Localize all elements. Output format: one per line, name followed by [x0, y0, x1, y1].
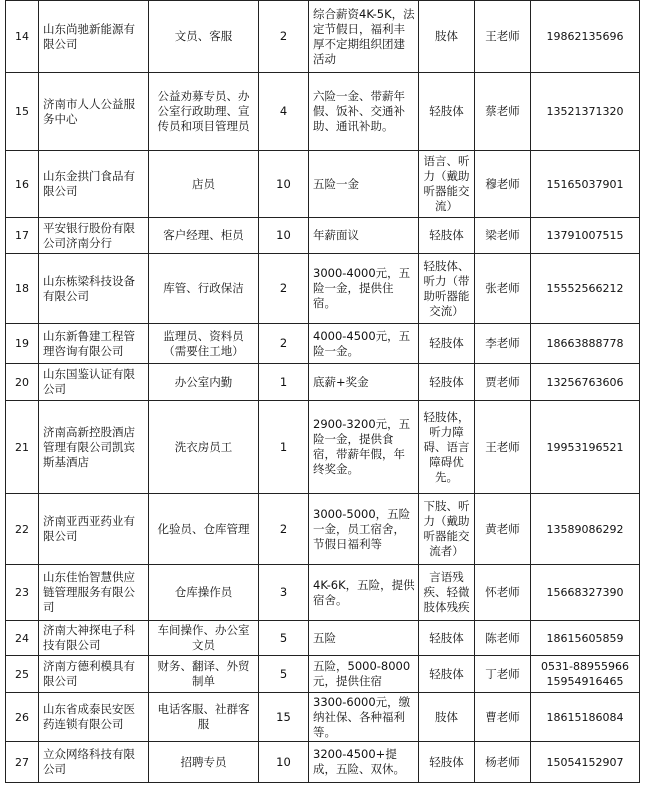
disability-type: 轻肢体 — [419, 324, 475, 364]
position-name: 办公室内勤 — [149, 364, 259, 401]
benefits: 六险一金、带薪年假、饭补、交通补助、通讯补助。 — [309, 73, 419, 151]
benefits: 底薪+奖金 — [309, 364, 419, 401]
row-number: 25 — [6, 656, 39, 693]
company-name: 山东省成泰民安医药连锁有限公司 — [39, 693, 149, 742]
contact-person: 梁老师 — [475, 218, 531, 254]
benefits: 4K-6K，五险，提供宿舍。 — [309, 565, 419, 621]
disability-type: 轻肢体 — [419, 364, 475, 401]
table-row — [6, 254, 640, 324]
disability-type: 轻肢体 — [419, 73, 475, 151]
position-name: 招聘专员 — [149, 742, 259, 783]
benefits: 年薪面议 — [309, 218, 419, 254]
benefits: 五险，5000-8000元，提供住宿 — [309, 656, 419, 693]
headcount: 5 — [259, 621, 309, 656]
contact-phone: 19953196521 — [531, 401, 640, 494]
contact-person: 黄老师 — [475, 494, 531, 565]
company-name: 山东佳怡智慧供应链管理服务有限公司 — [39, 565, 149, 621]
contact-phone: 13521371320 — [531, 73, 640, 151]
table-row — [6, 565, 640, 621]
table-row — [6, 401, 640, 494]
row-number: 17 — [6, 218, 39, 254]
position-name: 电话客服、社群客服 — [149, 693, 259, 742]
headcount: 15 — [259, 693, 309, 742]
headcount: 1 — [259, 364, 309, 401]
disability-type: 轻肢体 — [419, 656, 475, 693]
contact-person: 怀老师 — [475, 565, 531, 621]
contact-person: 李老师 — [475, 324, 531, 364]
disability-type: 轻肢体、听力（带助听器能交流） — [419, 254, 475, 324]
row-number: 15 — [6, 73, 39, 151]
contact-person: 张老师 — [475, 254, 531, 324]
contact-person: 丁老师 — [475, 656, 531, 693]
row-number: 23 — [6, 565, 39, 621]
company-name: 济南高新控股酒店管理有限公司凯宾斯基酒店 — [39, 401, 149, 494]
disability-type: 肢体 — [419, 693, 475, 742]
table-row — [6, 1, 640, 73]
contact-person: 蔡老师 — [475, 73, 531, 151]
headcount: 10 — [259, 218, 309, 254]
row-number: 21 — [6, 401, 39, 494]
benefits: 3300-6000元，缴纳社保、各种福利等。 — [309, 693, 419, 742]
company-name: 济南方德利模具有限公司 — [39, 656, 149, 693]
benefits: 4000-4500元，五险一金。 — [309, 324, 419, 364]
table-row — [6, 151, 640, 218]
disability-type: 语言、听力（戴助听器能交流） — [419, 151, 475, 218]
position-name: 仓库操作员 — [149, 565, 259, 621]
table-row — [6, 324, 640, 364]
disability-type: 轻肢体 — [419, 218, 475, 254]
table-row — [6, 218, 640, 254]
headcount: 4 — [259, 73, 309, 151]
headcount: 1 — [259, 401, 309, 494]
disability-type: 轻肢体 — [419, 742, 475, 783]
contact-phone: 13791007515 — [531, 218, 640, 254]
disability-type: 轻肢体 — [419, 621, 475, 656]
contact-phone: 19862135696 — [531, 1, 640, 73]
company-name: 山东国鉴认证有限公司 — [39, 364, 149, 401]
disability-type: 下肢、听力（戴助听器能交流者） — [419, 494, 475, 565]
headcount: 2 — [259, 324, 309, 364]
position-name: 公益劝募专员、办公室行政助理、宣传员和项目管理员 — [149, 73, 259, 151]
company-name: 山东栋梁科技设备有限公司 — [39, 254, 149, 324]
row-number: 24 — [6, 621, 39, 656]
position-name: 财务、翻译、外贸制单 — [149, 656, 259, 693]
company-name: 平安银行股份有限公司济南分行 — [39, 218, 149, 254]
table-row — [6, 656, 640, 693]
headcount: 2 — [259, 254, 309, 324]
headcount: 2 — [259, 1, 309, 73]
contact-phone: 15165037901 — [531, 151, 640, 218]
row-number: 18 — [6, 254, 39, 324]
headcount: 2 — [259, 494, 309, 565]
row-number: 14 — [6, 1, 39, 73]
benefits: 3000-5000，五险一金，员工宿舍，节假日福利等 — [309, 494, 419, 565]
company-name: 济南亚西亚药业有限公司 — [39, 494, 149, 565]
position-name: 化验员、仓库管理 — [149, 494, 259, 565]
contact-person: 陈老师 — [475, 621, 531, 656]
contact-person: 贾老师 — [475, 364, 531, 401]
benefits: 综合薪资4K-5K，法定节假日，福利丰厚不定期组织团建活动 — [309, 1, 419, 73]
row-number: 19 — [6, 324, 39, 364]
table-row — [6, 693, 640, 742]
contact-person: 杨老师 — [475, 742, 531, 783]
company-name: 济南大神探电子科技有限公司 — [39, 621, 149, 656]
position-name: 洗衣房员工 — [149, 401, 259, 494]
row-number: 27 — [6, 742, 39, 783]
contact-phone: 13589086292 — [531, 494, 640, 565]
contact-phone: 18615605859 — [531, 621, 640, 656]
job-listing-table — [5, 0, 640, 783]
company-name: 山东尚驰新能源有限公司 — [39, 1, 149, 73]
benefits: 五险 — [309, 621, 419, 656]
table-body — [6, 1, 640, 783]
position-name: 库管、行政保洁 — [149, 254, 259, 324]
contact-phone: 15552566212 — [531, 254, 640, 324]
table-row — [6, 494, 640, 565]
benefits: 3000-4000元，五险一金，提供住宿。 — [309, 254, 419, 324]
contact-phone: 18663888778 — [531, 324, 640, 364]
table-row — [6, 621, 640, 656]
benefits: 2900-3200元，五险一金，提供食宿，带薪年假，年终奖金。 — [309, 401, 419, 494]
contact-phone: 0531-88955966 15954916465 — [531, 656, 640, 693]
company-name: 立众网络科技有限公司 — [39, 742, 149, 783]
row-number: 20 — [6, 364, 39, 401]
table-row — [6, 73, 640, 151]
row-number: 26 — [6, 693, 39, 742]
contact-person: 曹老师 — [475, 693, 531, 742]
position-name: 店员 — [149, 151, 259, 218]
headcount: 5 — [259, 656, 309, 693]
benefits: 五险一金 — [309, 151, 419, 218]
company-name: 济南市人人公益服务中心 — [39, 73, 149, 151]
row-number: 16 — [6, 151, 39, 218]
contact-phone: 15054152907 — [531, 742, 640, 783]
contact-phone: 18615186084 — [531, 693, 640, 742]
row-number: 22 — [6, 494, 39, 565]
headcount: 10 — [259, 151, 309, 218]
company-name: 山东金拱门食品有限公司 — [39, 151, 149, 218]
contact-person: 王老师 — [475, 401, 531, 494]
contact-phone: 13256763606 — [531, 364, 640, 401]
position-name: 车间操作、办公室文员 — [149, 621, 259, 656]
position-name: 客户经理、柜员 — [149, 218, 259, 254]
contact-person: 王老师 — [475, 1, 531, 73]
company-name: 山东新鲁建工程管理咨询有限公司 — [39, 324, 149, 364]
position-name: 监理员、资料员（需要住工地） — [149, 324, 259, 364]
contact-phone: 15668327390 — [531, 565, 640, 621]
benefits: 3200-4500+提成，五险、双休。 — [309, 742, 419, 783]
position-name: 文员、客服 — [149, 1, 259, 73]
disability-type: 轻肢体，听力障碍、语言障碍优先。 — [419, 401, 475, 494]
table-row — [6, 364, 640, 401]
headcount: 10 — [259, 742, 309, 783]
contact-person: 穆老师 — [475, 151, 531, 218]
headcount: 3 — [259, 565, 309, 621]
disability-type: 肢体 — [419, 1, 475, 73]
disability-type: 言语残疾、轻微肢体残疾 — [419, 565, 475, 621]
table-row — [6, 742, 640, 783]
